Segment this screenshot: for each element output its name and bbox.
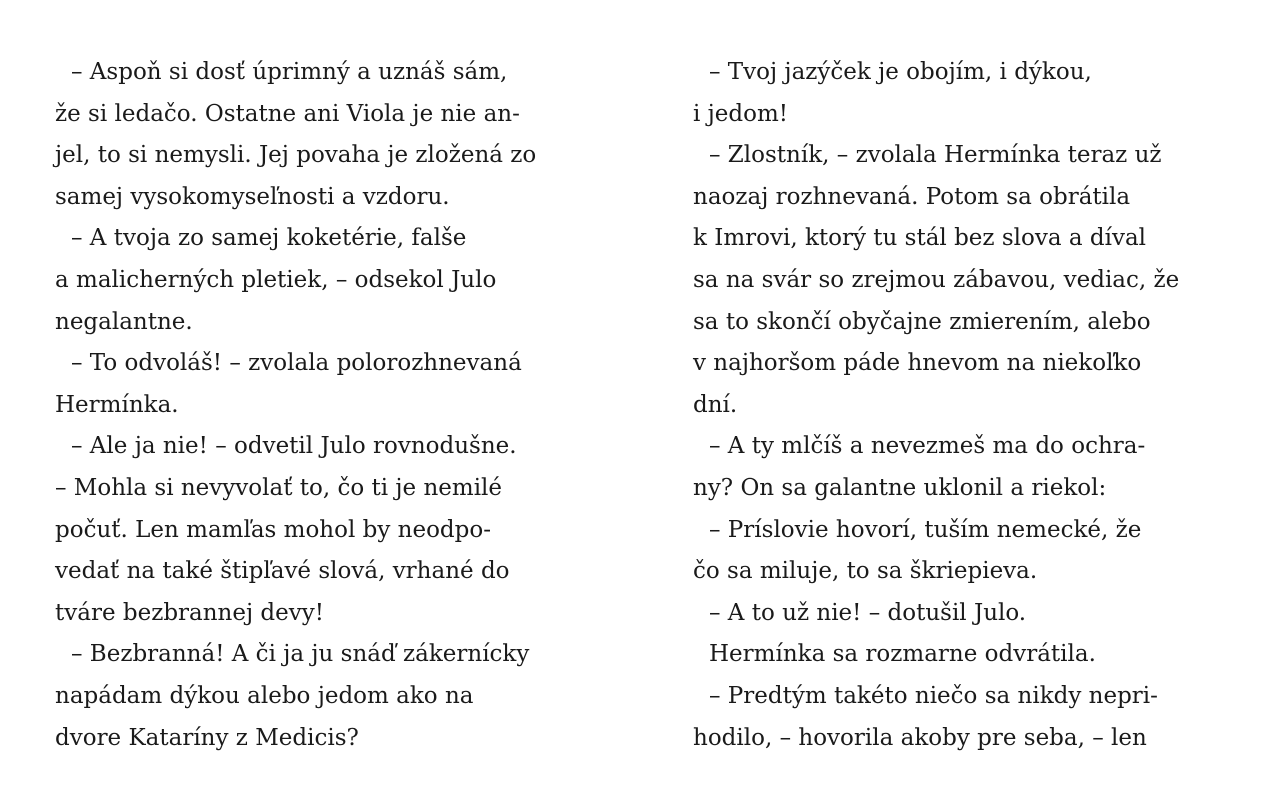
text-line: v najhoršom páde hnevom na niekoľko [693,350,1142,377]
text-line: – Bezbranná! A či ja ju snáď zákernícky [71,641,530,668]
text-line: k Imrovi, ktorý tu stál bez slova a díval [693,225,1147,252]
text-line: i jedom! [693,100,789,127]
text-line: naozaj rozhnevaná. Potom sa obrátila [693,183,1131,210]
text-line: Hermínka sa rozmarne odvrátila. [709,641,1096,668]
left-page-column [55,52,615,759]
text-line: ny? On sa galantne uklonil a riekol: [693,474,1107,501]
right-page-column [693,52,1253,759]
text-line: dní. [693,391,738,418]
text-line: sa na svár so zrejmou zábavou, vediac, že [693,266,1180,293]
text-line: jel, to si nemysli. Jej povaha je zložená zo [55,142,537,169]
text-line: – To odvoláš! – zvolala polorozhnevaná [71,350,522,377]
text-line: – A ty mlčíš a nevezmeš ma do ochra- [709,433,1146,460]
text-line: – Tvoj jazýček je obojím, i dýkou, [709,59,1092,85]
text-line: vedať na také štipľavé slová, vrhané do [55,558,510,585]
text-line: hodilo, – hovorila akoby pre seba, – len [693,724,1147,751]
text-line: – Príslovie hovorí, tuším nemecké, že [709,516,1142,543]
text-line: počuť. Len mamľas mohol by neodpo- [55,516,492,543]
text-line: Hermínka. [55,391,179,418]
text-line: napádam dýkou alebo jedom ako na [55,682,474,709]
text-line: tváre bezbrannej devy! [55,599,324,626]
text-line: samej vysokomyseľnosti a vzdoru. [55,183,450,210]
text-line: – Mohla si nevyvolať to, čo ti je nemilé [55,474,503,501]
text-line: čo sa miluje, to sa škriepieva. [693,558,1038,585]
text-line: sa to skončí obyčajne zmierením, alebo [693,308,1151,335]
text-line: – Aspoň si dosť úprimný a uznáš sám, [71,59,508,85]
text-line: – Predtým takéto niečo sa nikdy nepri- [709,682,1158,709]
text-line: – Ale ja nie! – odvetil Julo rovnodušne. [71,433,517,460]
text-line: dvore Kataríny z Medicis? [55,724,359,751]
text-line: negalantne. [55,308,193,335]
text-line: – A tvoja zo samej koketérie, falše [71,225,467,252]
text-line: a malicherných pletiek, – odsekol Julo [55,266,497,293]
text-line: že si ledačo. Ostatne ani Viola je nie an- [55,100,520,127]
text-line: – Zlostník, – zvolala Hermínka teraz už [709,142,1162,169]
text-line: – A to už nie! – dotušil Julo. [709,599,1027,626]
